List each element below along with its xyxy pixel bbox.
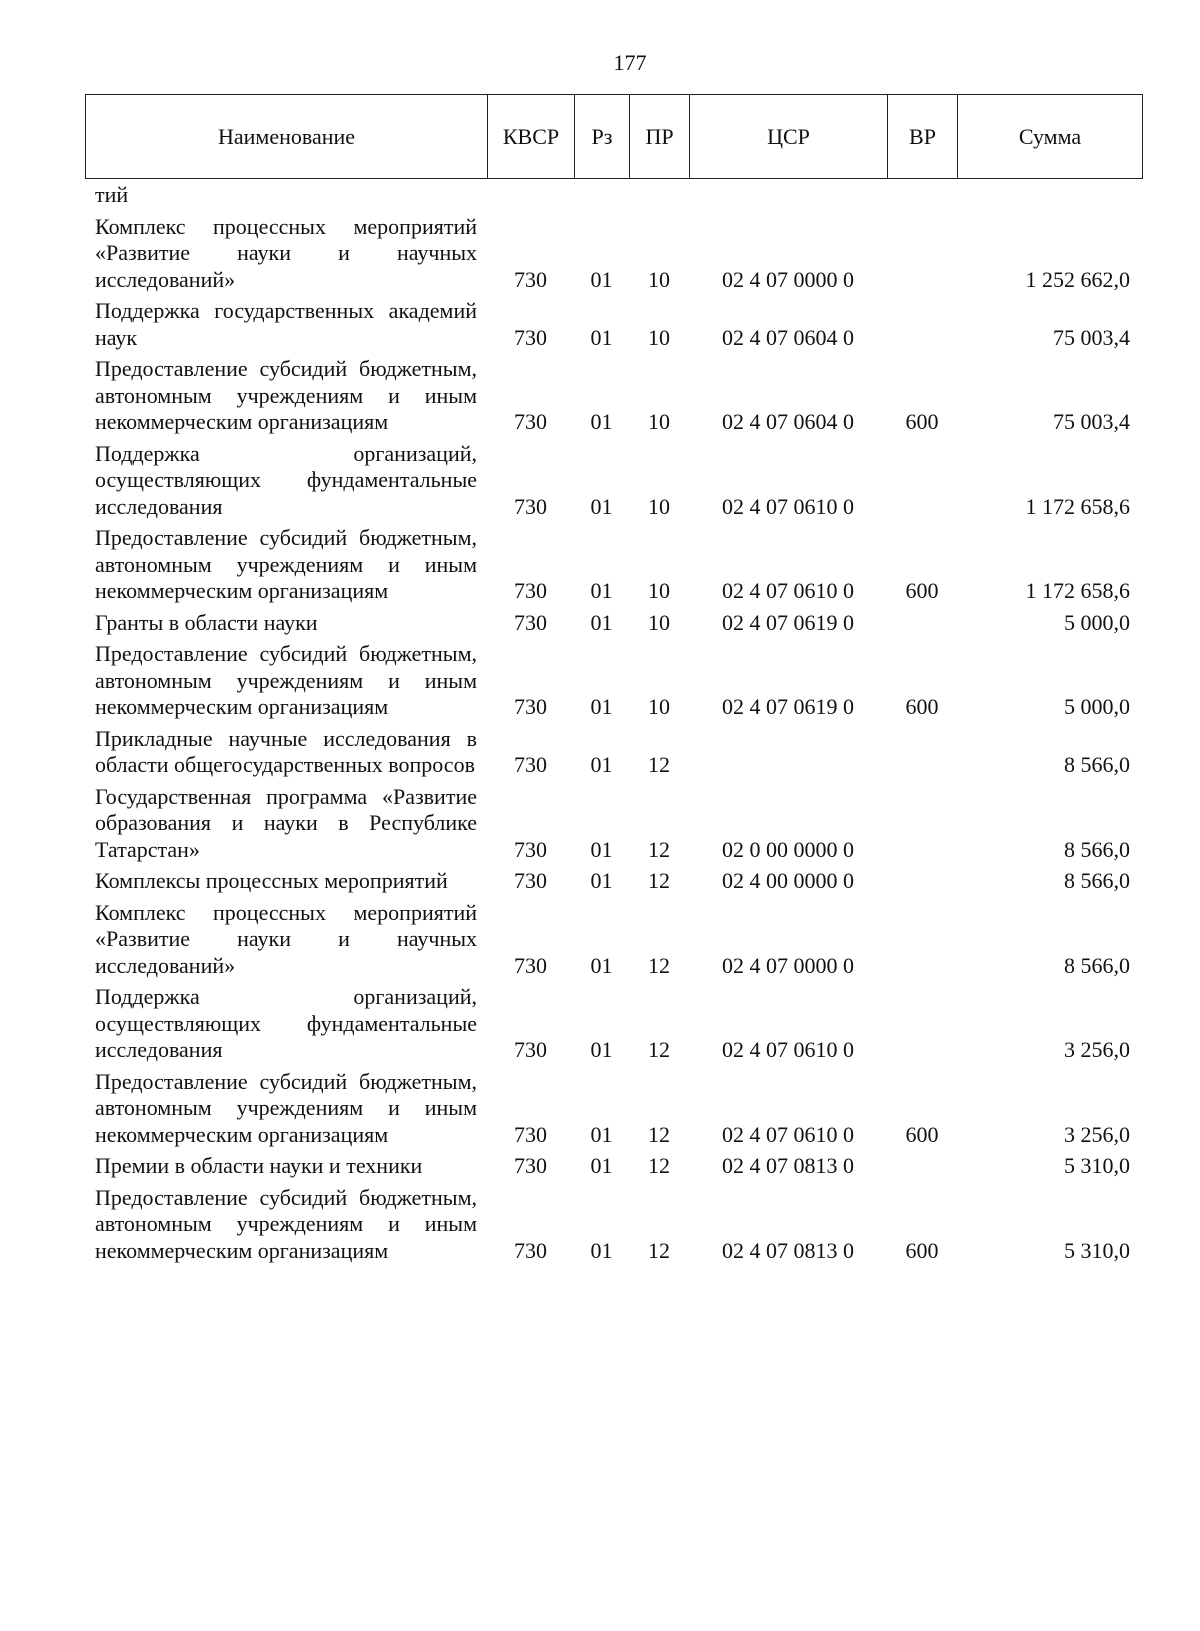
- row-name: Гранты в области науки: [95, 609, 318, 635]
- row-csr: 02 4 07 0610 0: [722, 493, 854, 519]
- table-row: [85, 351, 1142, 436]
- row-vr: 600: [905, 694, 939, 719]
- row-name: Комплексы процессных мероприятий: [95, 868, 448, 893]
- row-kvsr: 730: [514, 578, 547, 603]
- row-pr: 10: [648, 266, 670, 292]
- row-rz: 01: [590, 493, 613, 519]
- page-number: 177: [613, 50, 647, 75]
- row-name: Поддержка государственных академий наук: [95, 298, 477, 350]
- row-kvsr: 730: [514, 609, 547, 635]
- row-rz: 01: [590, 609, 613, 635]
- row-kvsr: 730: [514, 1037, 547, 1062]
- table-row: [85, 1148, 1142, 1180]
- row-pr: 12: [648, 952, 670, 978]
- row-pr: 10: [648, 409, 670, 434]
- row-sum: 5 310,0: [1064, 1153, 1130, 1178]
- row-sum: 75 003,4: [1053, 409, 1130, 434]
- row-rz: 01: [590, 266, 613, 292]
- row-kvsr: 730: [514, 694, 547, 719]
- row-name: Поддержка организаций, осуществляющих фундаментальные исследования: [95, 440, 477, 519]
- row-vr: [887, 1148, 957, 1180]
- row-kvsr: 730: [514, 752, 547, 777]
- row-kvsr: 730: [514, 1237, 547, 1263]
- row-pr: 10: [648, 609, 670, 635]
- header-name: Наименование: [86, 95, 488, 179]
- row-name: Предоставление субсидий бюджетным, автономным учреждениям и иным некоммерческим организациям: [95, 1184, 477, 1263]
- row-name: Предоставление субсидий бюджетным, автономным учреждениям и иным некоммерческим организациям: [95, 356, 477, 434]
- row-rz: 01: [590, 578, 613, 603]
- row-rz: 01: [590, 836, 613, 862]
- table-row: [85, 721, 1142, 779]
- row-kvsr: 730: [514, 952, 547, 978]
- table-row: [85, 293, 1142, 351]
- table-row: [85, 605, 1142, 637]
- row-sum: 8 566,0: [1064, 868, 1130, 893]
- row-vr: [887, 863, 957, 895]
- row-name: Предоставление субсидий бюджетным, автономным учреждениям и иным некоммерческим организациям: [95, 1068, 477, 1147]
- row-vr: 600: [905, 1237, 939, 1263]
- row-kvsr: 730: [514, 868, 547, 893]
- row-kvsr: 730: [514, 1153, 547, 1178]
- row-vr: [887, 979, 957, 1064]
- row-vr: 600: [905, 578, 939, 603]
- row-csr: 02 4 07 0000 0: [722, 266, 854, 292]
- row-csr: [689, 721, 887, 779]
- row-rz: 01: [590, 952, 613, 978]
- table-row: [85, 863, 1142, 895]
- row-sum: 5 000,0: [1064, 609, 1130, 635]
- table-row: [85, 520, 1142, 605]
- table-row: [85, 178, 1142, 209]
- row-sum: 5 000,0: [1064, 694, 1130, 719]
- row-vr: 600: [905, 1121, 939, 1147]
- row-sum: 1 172 658,6: [1025, 493, 1130, 519]
- table-row: [85, 1180, 1142, 1265]
- row-kvsr: 730: [514, 324, 547, 350]
- table-header: [85, 94, 1143, 179]
- row-rz: 01: [590, 1237, 613, 1263]
- header-kvsr: КВСР: [488, 95, 575, 179]
- row-vr: [887, 605, 957, 637]
- row-csr: 02 4 07 0610 0: [722, 578, 854, 603]
- table-row: [85, 779, 1142, 864]
- row-sum: 5 310,0: [1064, 1237, 1130, 1263]
- row-pr: 12: [648, 1037, 670, 1062]
- row-pr: [629, 178, 689, 209]
- table-row: [85, 895, 1142, 980]
- row-vr: [887, 209, 957, 294]
- row-rz: 01: [590, 1037, 613, 1062]
- row-vr: 600: [905, 409, 939, 434]
- row-csr: 02 4 07 0813 0: [722, 1153, 854, 1178]
- row-csr: 02 4 07 0000 0: [722, 952, 854, 978]
- row-kvsr: 730: [514, 266, 547, 292]
- row-csr: 02 4 07 0813 0: [722, 1237, 854, 1263]
- header-vr: ВР: [888, 95, 958, 179]
- row-name: Государственная программа «Развитие образования и науки в Республике Татарстан»: [95, 783, 477, 862]
- row-pr: 10: [648, 578, 670, 603]
- row-rz: 01: [590, 409, 613, 434]
- header-csr: ЦСР: [690, 95, 888, 179]
- row-sum: 3 256,0: [1064, 1121, 1130, 1147]
- row-pr: 12: [648, 836, 670, 862]
- row-name: Предоставление субсидий бюджетным, автономным учреждениям и иным некоммерческим организациям: [95, 525, 477, 603]
- row-csr: 02 4 07 0610 0: [722, 1037, 854, 1062]
- row-sum: 1 172 658,6: [1025, 578, 1130, 603]
- row-kvsr: 730: [514, 493, 547, 519]
- row-rz: 01: [590, 1121, 613, 1147]
- row-pr: 12: [648, 752, 670, 777]
- row-vr: [887, 436, 957, 521]
- row-csr: 02 4 07 0604 0: [722, 409, 854, 434]
- row-rz: 01: [590, 1153, 613, 1178]
- row-csr: 02 0 00 0000 0: [722, 836, 854, 862]
- row-rz: 01: [590, 324, 613, 350]
- row-csr: 02 4 07 0604 0: [722, 324, 854, 350]
- row-vr: [887, 293, 957, 351]
- row-csr: 02 4 07 0610 0: [722, 1121, 854, 1147]
- row-kvsr: [487, 178, 574, 209]
- table-row: [85, 979, 1142, 1064]
- header-rz: Рз: [575, 95, 630, 179]
- row-csr: 02 4 07 0619 0: [722, 694, 854, 719]
- row-pr: 10: [648, 324, 670, 350]
- row-rz: 01: [590, 868, 613, 893]
- row-kvsr: 730: [514, 409, 547, 434]
- row-pr: 12: [648, 1237, 670, 1263]
- row-csr: 02 4 00 0000 0: [722, 868, 854, 893]
- row-vr: [887, 895, 957, 980]
- row-pr: 10: [648, 694, 670, 719]
- table-row: [85, 436, 1142, 521]
- row-rz: 01: [590, 694, 613, 719]
- row-vr: [887, 721, 957, 779]
- row-name: тий: [95, 182, 129, 207]
- header-pr: ПР: [630, 95, 690, 179]
- row-sum: 1 252 662,0: [1025, 266, 1130, 292]
- row-sum: [957, 178, 1142, 209]
- row-rz: [574, 178, 629, 209]
- table-row: [85, 209, 1142, 294]
- row-sum: 8 566,0: [1064, 752, 1130, 777]
- row-name: Комплекс процессных мероприятий «Развитие науки и научных исследований»: [95, 213, 477, 292]
- row-sum: 3 256,0: [1064, 1037, 1130, 1062]
- row-kvsr: 730: [514, 836, 547, 862]
- row-name: Комплекс процессных мероприятий «Развитие науки и научных исследований»: [95, 899, 477, 978]
- row-name: Предоставление субсидий бюджетным, автономным учреждениям и иным некоммерческим организациям: [95, 641, 477, 719]
- row-rz: 01: [590, 752, 613, 777]
- row-csr: [689, 178, 887, 209]
- row-sum: 75 003,4: [1053, 324, 1130, 350]
- row-pr: 12: [648, 868, 670, 893]
- row-name: Премии в области науки и техники: [95, 1153, 423, 1178]
- row-pr: 12: [648, 1121, 670, 1147]
- row-kvsr: 730: [514, 1121, 547, 1147]
- row-name: Прикладные научные исследования в области общегосударственных вопросов: [95, 725, 477, 777]
- row-name: Поддержка организаций, осуществляющих фундаментальные исследования: [95, 984, 477, 1062]
- header-sum: Сумма: [958, 95, 1143, 179]
- row-vr: [887, 779, 957, 864]
- row-sum: 8 566,0: [1064, 952, 1130, 978]
- row-sum: 8 566,0: [1064, 836, 1130, 862]
- table-row: [85, 636, 1142, 721]
- row-csr: 02 4 07 0619 0: [722, 609, 854, 635]
- budget-table: [85, 178, 1142, 1264]
- row-pr: 12: [648, 1153, 670, 1178]
- row-vr: [887, 178, 957, 209]
- row-pr: 10: [648, 493, 670, 519]
- table-row: [85, 1064, 1142, 1149]
